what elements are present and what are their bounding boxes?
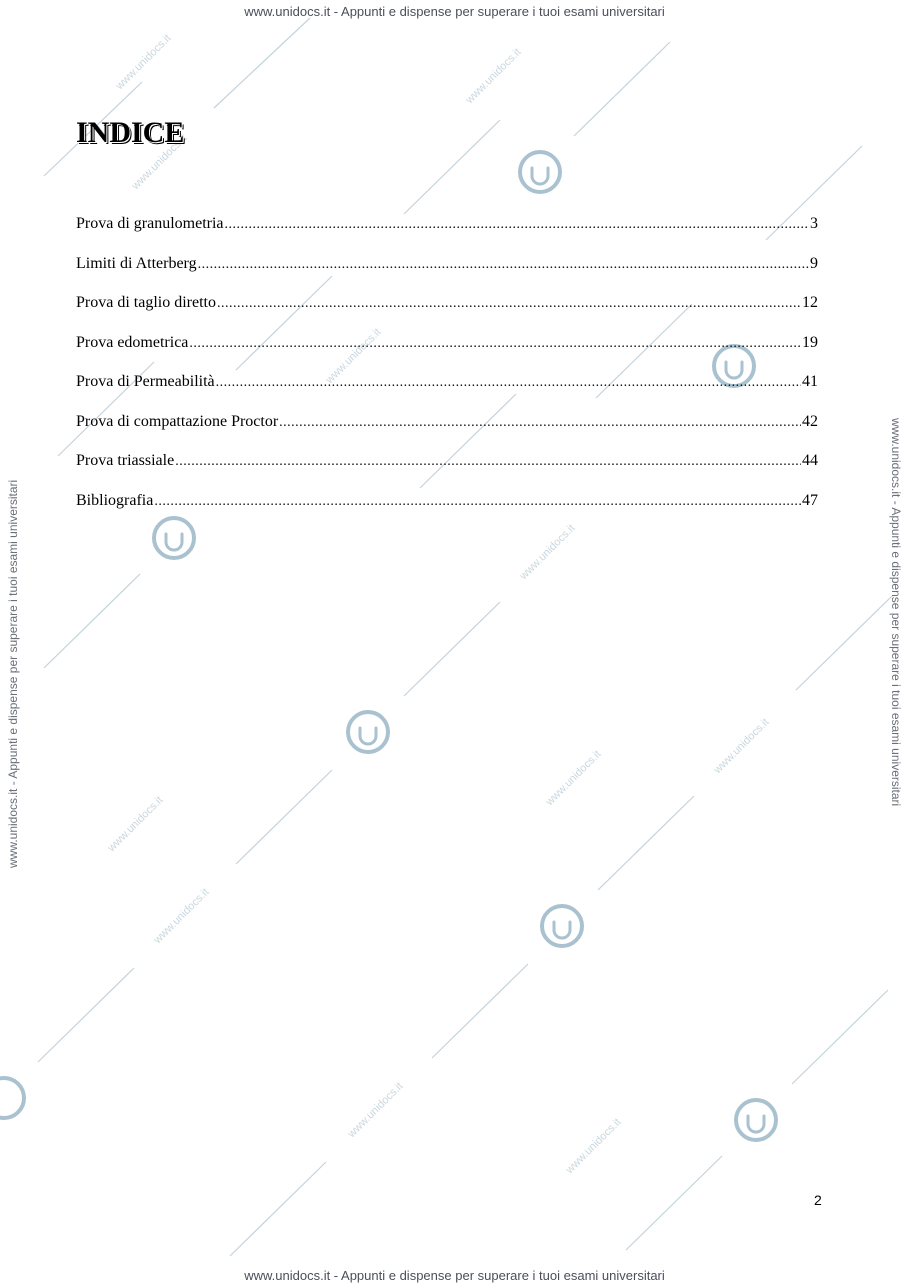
toc-leader-dots xyxy=(198,253,809,277)
svg-text:www.unidocs.it: www.unidocs.it xyxy=(563,1116,624,1177)
svg-text:www.unidocs.it: www.unidocs.it xyxy=(105,794,166,855)
svg-text:www.unidocs.it: www.unidocs.it xyxy=(543,748,604,809)
toc-leader-dots xyxy=(154,490,801,514)
toc-entry-page: 47 xyxy=(802,491,818,509)
toc-entry-label: Prova di compattazione Proctor xyxy=(76,412,279,430)
svg-text:www.unidocs.it: www.unidocs.it xyxy=(113,32,174,93)
toc-entry[interactable] xyxy=(76,410,818,450)
toc-entry[interactable] xyxy=(76,291,818,331)
toc-entry-label: Limiti di Atterberg xyxy=(76,254,197,272)
toc-leader-dots xyxy=(217,292,801,316)
toc-leader-dots xyxy=(175,450,801,474)
toc-entry[interactable] xyxy=(76,331,818,371)
page-number: 2 xyxy=(814,1192,822,1208)
toc-entry[interactable] xyxy=(76,252,818,292)
toc-entry-page: 41 xyxy=(802,373,818,390)
toc-entry-page: 9 xyxy=(810,254,818,272)
toc-entry-label: Prova di taglio diretto xyxy=(76,294,216,311)
toc-entry[interactable] xyxy=(76,212,818,252)
toc-entry[interactable] xyxy=(76,370,818,410)
toc-leader-dots xyxy=(279,411,801,435)
toc-entry-label: Prova di granulometria xyxy=(76,215,224,232)
toc-entry-page: 3 xyxy=(810,215,818,232)
toc-entry-label: Prova di Permeabilità xyxy=(76,373,215,390)
toc-entry-page: 44 xyxy=(802,452,818,469)
svg-text:www.unidocs.it: www.unidocs.it xyxy=(517,522,578,583)
watermark-side-text-right: www.unidocs.it - Appunti e dispense per superare i tuoi esami universitari xyxy=(889,418,903,807)
toc-leader-dots xyxy=(189,332,801,356)
toc-entry-label: Prova triassiale xyxy=(76,452,175,469)
toc-entry-label: Prova edometrica xyxy=(76,333,189,351)
toc-entry-page: 19 xyxy=(802,333,818,351)
toc-entry-page: 42 xyxy=(802,412,818,430)
toc-leader-dots xyxy=(225,213,809,237)
watermark-footer-text: www.unidocs.it - Appunti e dispense per superare i tuoi esami universitari xyxy=(244,1268,665,1283)
toc-entry-page: 12 xyxy=(802,294,818,311)
table-of-contents xyxy=(76,212,818,528)
page-title: INDICE xyxy=(76,116,185,149)
svg-text:www.unidocs.it: www.unidocs.it xyxy=(151,886,212,947)
svg-text:www.unidocs.it: www.unidocs.it xyxy=(129,132,190,193)
toc-entry-label: Bibliografia xyxy=(76,491,154,509)
toc-leader-dots xyxy=(216,371,801,395)
watermark-header-text: www.unidocs.it - Appunti e dispense per superare i tuoi esami universitari xyxy=(244,4,665,19)
svg-text:www.unidocs.it: www.unidocs.it xyxy=(463,46,524,107)
svg-text:www.unidocs.it: www.unidocs.it xyxy=(711,716,772,777)
toc-entry[interactable] xyxy=(76,489,818,529)
svg-text:www.unidocs.it: www.unidocs.it xyxy=(323,326,384,387)
svg-text:www.unidocs.it: www.unidocs.it xyxy=(345,1080,406,1141)
watermark-side-text-left: www.unidocs.it - Appunti e dispense per superare i tuoi esami universitari xyxy=(6,479,20,868)
toc-entry[interactable] xyxy=(76,449,818,489)
